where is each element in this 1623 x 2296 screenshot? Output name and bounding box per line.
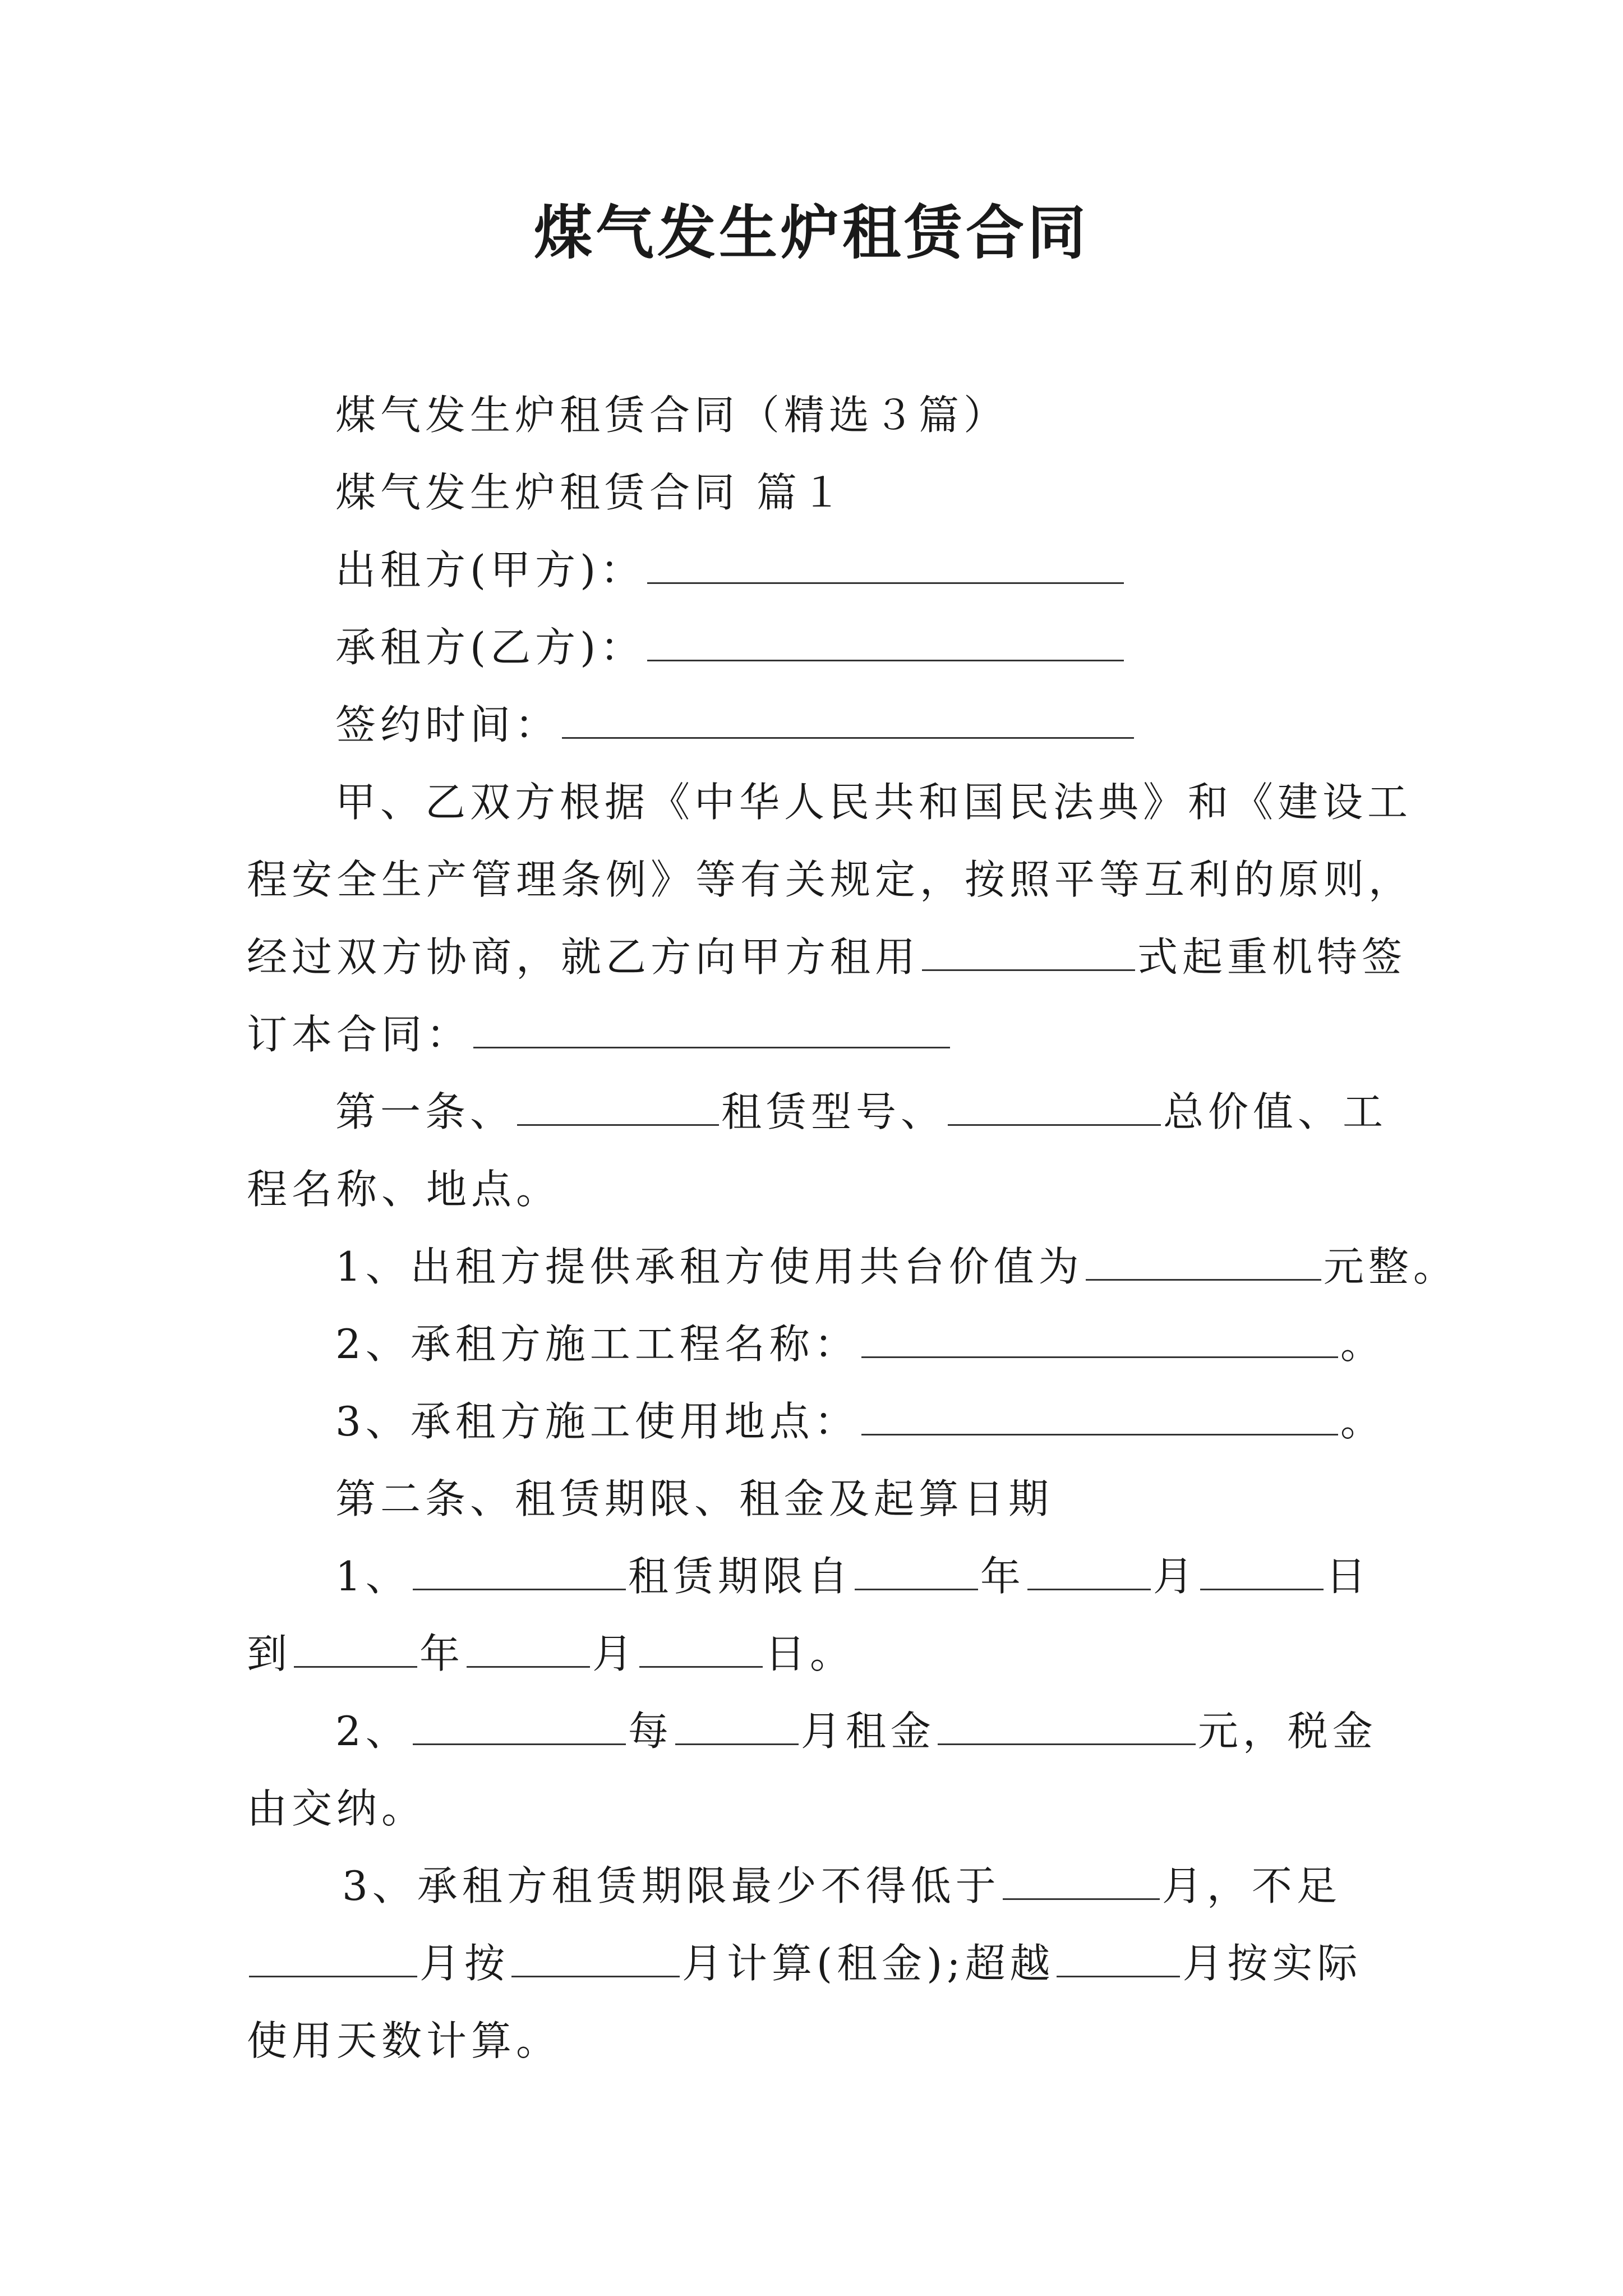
paragraph-line: 经过双方协商，就乙方向甲方租用 式起重机特签 bbox=[247, 929, 1407, 985]
blank-line bbox=[294, 1627, 417, 1668]
blank-line bbox=[1027, 1549, 1151, 1590]
clause-2-2: 2、 每 月租金 元，税金 bbox=[335, 1703, 1377, 1759]
clause-1-3: 3、承租方施工使用地点： 。 bbox=[335, 1393, 1385, 1450]
clause-1-1: 1、出租方提供承租方使用共台价值为 元整。 bbox=[335, 1239, 1458, 1295]
clause-2-1: 1、 租赁期限自 年 月 日 bbox=[335, 1548, 1371, 1604]
blank-line bbox=[517, 1085, 719, 1126]
blank-line bbox=[1086, 1240, 1321, 1281]
blank-line bbox=[861, 1395, 1338, 1435]
blank-line bbox=[675, 1704, 799, 1745]
paragraph-line: 使用天数计算。 bbox=[247, 2017, 561, 2064]
blank-line bbox=[413, 1704, 626, 1745]
subtitle-part-1: 煤气发生炉租赁合同 篇１ bbox=[335, 469, 846, 516]
paragraph-line: 程名称、地点。 bbox=[247, 1166, 561, 1213]
paragraph-line: 程安全生产管理条例》等有关规定，按照平等互利的原则， bbox=[247, 856, 1414, 903]
blank-line bbox=[855, 1549, 978, 1590]
blank-line bbox=[639, 1627, 763, 1668]
lessor-field: 出租方(甲方)： bbox=[335, 542, 1126, 598]
article-1-heading: 第一条、 租赁型号、 总价值、工 bbox=[335, 1084, 1387, 1140]
sign-date-field: 签约时间： bbox=[335, 697, 1136, 753]
paragraph-line: 由交纳。 bbox=[247, 1785, 427, 1832]
blank-line bbox=[511, 1936, 680, 1977]
blank-line bbox=[922, 930, 1135, 971]
blank-line bbox=[1057, 1936, 1180, 1977]
blank-line bbox=[1003, 1859, 1160, 1900]
paragraph-line: 订本合同： bbox=[247, 1006, 952, 1062]
subtitle-collection: 煤气发生炉租赁合同（精选３篇） bbox=[335, 392, 1009, 439]
blank-line bbox=[473, 1007, 950, 1048]
paragraph-line: 到 年 月 日。 bbox=[247, 1626, 855, 1682]
blank-line bbox=[938, 1704, 1196, 1745]
document-title: 煤气发生炉租赁合同 bbox=[533, 198, 1089, 267]
clause-1-2: 2、承租方施工工程名称： 。 bbox=[335, 1316, 1385, 1372]
clause-2-3: 3、承租方租赁期限最少不得低于 月，不足 bbox=[342, 1858, 1341, 1914]
blank-line bbox=[948, 1085, 1161, 1126]
blank-line bbox=[647, 620, 1124, 661]
blank-line bbox=[413, 1549, 626, 1590]
paragraph-line: 月按 月计算(租金);超越 月按实际 bbox=[247, 1935, 1362, 1991]
lessee-field: 承租方(乙方)： bbox=[335, 619, 1126, 675]
article-2-heading: 第二条、租赁期限、租金及起算日期 bbox=[335, 1475, 1054, 1522]
blank-line bbox=[249, 1936, 417, 1977]
blank-line bbox=[562, 698, 1134, 739]
blank-line bbox=[1200, 1549, 1324, 1590]
blank-line bbox=[647, 543, 1124, 584]
blank-line bbox=[467, 1627, 590, 1668]
paragraph-line: 甲、乙双方根据《中华人民共和国民法典》和《建设工 bbox=[335, 779, 1413, 826]
blank-line bbox=[861, 1317, 1338, 1358]
